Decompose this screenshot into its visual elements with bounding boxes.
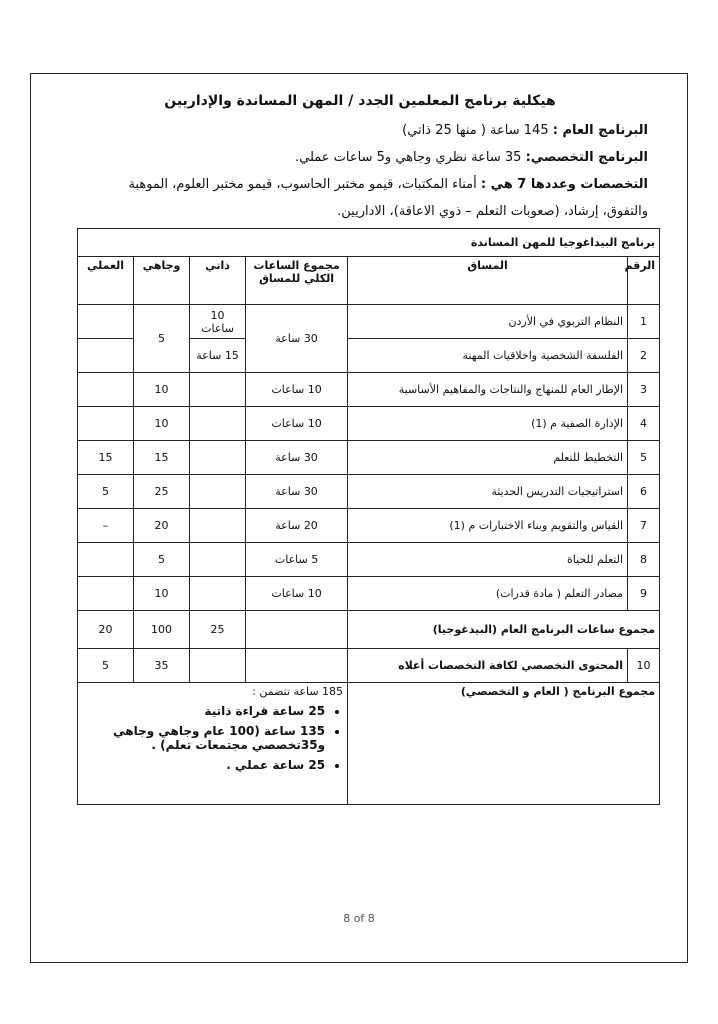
row-total: 20 ساعة <box>246 509 348 543</box>
table-caption-row <box>78 229 660 257</box>
row-course: التخطيط للتعلم <box>348 441 628 475</box>
row-course: النظام التربوي في الأردن <box>348 305 628 339</box>
row-total: 30 ساعة <box>246 305 348 373</box>
general-total-label: مجموع ساعات البرنامج العام (البيدغوجيا) <box>348 611 660 649</box>
row-self <box>190 543 246 577</box>
row-practical <box>78 339 134 373</box>
row-course: مصادر التعلم ( مادة قدرات) <box>348 577 628 611</box>
row-total: 30 ساعة <box>246 475 348 509</box>
row-inperson: 15 <box>134 441 190 475</box>
general-total-inperson: 100 <box>134 611 190 649</box>
specialized-practical: 5 <box>78 649 134 683</box>
row-inperson: 10 <box>134 577 190 611</box>
row-total: 10 ساعات <box>246 577 348 611</box>
row-practical <box>78 373 134 407</box>
row-course: الإطار العام للمنهاج والنتاجات والمفاهيم الأساسية <box>348 373 628 407</box>
row-practical <box>78 543 134 577</box>
general-program-value: 145 ساعة ( منها 25 ذاتي) <box>402 123 549 138</box>
row-total: 5 ساعات <box>246 543 348 577</box>
row-self <box>190 577 246 611</box>
row-num: 6 <box>628 475 660 509</box>
table-row <box>78 509 660 543</box>
row-total: 30 ساعة <box>246 441 348 475</box>
row-practical: 15 <box>78 441 134 475</box>
row-self <box>190 373 246 407</box>
specialties-list-2: والتفوق، إرشاد، (صعوبات التعلم – ذوي الاعاقة)، الاداريين. <box>337 204 648 219</box>
row-inperson: 10 <box>134 373 190 407</box>
row-inperson: 5 <box>134 305 190 373</box>
header-num: الرقم <box>628 257 660 305</box>
row-self <box>190 441 246 475</box>
specialized-program-line <box>48 150 648 165</box>
row-course: التعلم للحياة <box>348 543 628 577</box>
header-course: المساق <box>348 257 628 305</box>
row-inperson: 20 <box>134 509 190 543</box>
row-inperson: 25 <box>134 475 190 509</box>
row-self: 10 ساعات <box>190 305 246 339</box>
list-item: • 25 ساعة قراءة ذاتية <box>82 704 325 718</box>
general-total-total <box>246 611 348 649</box>
table-row <box>78 373 660 407</box>
list-item: • 135 ساعة (100 عام وجاهي وجاهي و35تخصصي مجتمعات تعلم) . <box>82 724 325 752</box>
row-practical: 5 <box>78 475 134 509</box>
header-inperson: وجاهي <box>134 257 190 305</box>
program-total-intro: 185 ساعة تتضمن : <box>252 685 344 698</box>
specialties-label: التخصصات وعددها 7 هي : <box>480 177 648 192</box>
specialized-inperson: 35 <box>134 649 190 683</box>
row-num: 8 <box>628 543 660 577</box>
header-total: مجموع الساعات الكلي للمساق <box>246 257 348 305</box>
row-num: 2 <box>628 339 660 373</box>
program-total-row <box>78 683 660 805</box>
specialized-program-value: 35 ساعة نظري وجاهي و5 ساعات عملي. <box>295 150 522 165</box>
general-total-practical: 20 <box>78 611 134 649</box>
program-total-label: مجموع البرنامج ( العام و التخصصي) <box>348 683 660 805</box>
page-title: هيكلية برنامج المعلمين الجدد / المهن المساندة والإداريين <box>164 93 556 109</box>
row-num: 9 <box>628 577 660 611</box>
program-total-list <box>82 704 325 772</box>
list-item: • 25 ساعة عملي . <box>82 758 325 772</box>
table-caption: برنامج البيداغوجيا للمهن المساندة <box>78 229 660 257</box>
table-row <box>78 441 660 475</box>
row-num: 3 <box>628 373 660 407</box>
row-self <box>190 475 246 509</box>
row-total: 10 ساعات <box>246 373 348 407</box>
specialized-total <box>246 649 348 683</box>
general-program-line <box>48 123 648 138</box>
row-num: 1 <box>628 305 660 339</box>
specialized-self <box>190 649 246 683</box>
row-course: الإدارة الصفية م (1) <box>348 407 628 441</box>
page-number: 8 of 8 <box>343 912 375 925</box>
table-row <box>78 407 660 441</box>
specialized-program-label: البرنامج التخصصي: <box>525 150 648 165</box>
row-self: 15 ساعة <box>190 339 246 373</box>
general-program-label: البرنامج العام : <box>552 123 648 138</box>
row-practical <box>78 407 134 441</box>
row-num: 7 <box>628 509 660 543</box>
row-practical <box>78 577 134 611</box>
row-self <box>190 407 246 441</box>
specialties-line-2 <box>48 204 648 219</box>
row-course: القياس والتقويم وبناء الاختبارات م (1) <box>348 509 628 543</box>
specialized-num: 10 <box>628 649 660 683</box>
row-course: الفلسفة الشخصية واخلاقيات المهنة <box>348 339 628 373</box>
header-practical: العملي <box>78 257 134 305</box>
specialized-row <box>78 649 660 683</box>
table-row <box>78 475 660 509</box>
row-inperson: 10 <box>134 407 190 441</box>
row-inperson: 5 <box>134 543 190 577</box>
row-num: 4 <box>628 407 660 441</box>
row-practical <box>78 305 134 339</box>
general-total-row <box>78 611 660 649</box>
program-total-summary <box>78 683 348 805</box>
row-num: 5 <box>628 441 660 475</box>
row-self <box>190 509 246 543</box>
table-row <box>78 305 660 339</box>
general-total-self: 25 <box>190 611 246 649</box>
specialties-line <box>48 177 648 192</box>
row-course: استراتيجيات التدريس الحديثة <box>348 475 628 509</box>
header-self: ذاتي <box>190 257 246 305</box>
specialties-list-1: أمناء المكتبات، قيمو مختبر الحاسوب، قيمو مختبر العلوم، الموهبة <box>128 177 477 192</box>
table-row <box>78 577 660 611</box>
row-total: 10 ساعات <box>246 407 348 441</box>
specialized-label: المحتوى التخصصي لكافة التخصصات أعلاه <box>348 649 628 683</box>
program-table <box>77 228 660 805</box>
table-row <box>78 543 660 577</box>
row-practical: – <box>78 509 134 543</box>
table-header-row <box>78 257 660 305</box>
